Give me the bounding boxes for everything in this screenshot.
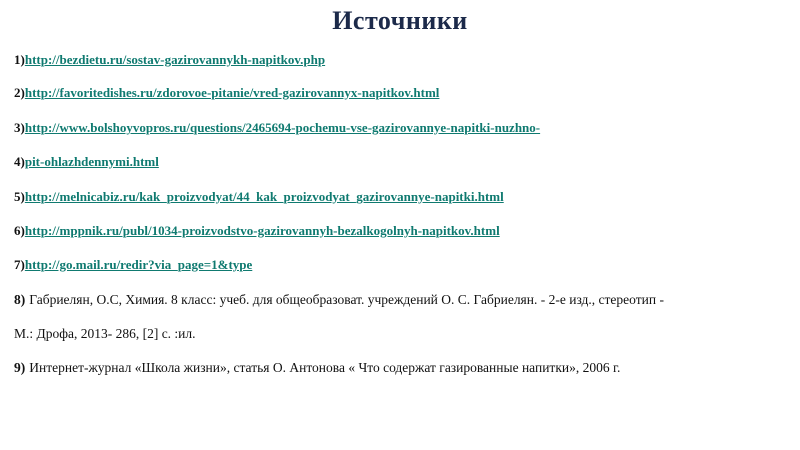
- list-item: [14, 154, 159, 170]
- item-number: 5): [14, 189, 25, 204]
- item-number: 8): [14, 292, 26, 307]
- list-item: [14, 223, 500, 239]
- source-link[interactable]: http://favoritedishes.ru/zdorovoe-pitanie/vred-gazirovannyx-napitkov.html: [24, 85, 440, 100]
- reference-item: [14, 360, 620, 376]
- reference-text: Интернет-журнал «Школа жизни», статья О. Антонова « Что содержат газированные напитки», 2006 г.: [29, 360, 621, 375]
- list-item: [14, 257, 252, 273]
- item-number: 3): [14, 120, 25, 135]
- list-item: [14, 85, 439, 101]
- source-link[interactable]: http://go.mail.ru/redir?via_page=1&type: [24, 257, 253, 272]
- source-link[interactable]: http://www.bolshoyvopros.ru/questions/2465694-pochemu-vse-gazirovannye-napitki-nuzhno-: [24, 120, 541, 135]
- source-link[interactable]: http://mppnik.ru/publ/1034-proizvodstvo-gazirovannyh-bezalkogolnyh-napitkov.html: [24, 223, 500, 238]
- reference-text: М.: Дрофа, 2013- 286, [2] с. :ил.: [14, 326, 196, 341]
- item-number: 1): [14, 52, 25, 67]
- list-item: [14, 189, 504, 205]
- reference-item: [14, 292, 664, 308]
- list-item: [14, 52, 325, 68]
- list-item: [14, 120, 540, 136]
- item-number: 6): [14, 223, 25, 238]
- page-title: Источники: [332, 6, 468, 35]
- item-number: 4): [14, 154, 25, 169]
- reference-text: Габриелян, О.С, Химия. 8 класс: учеб. для общеобразоват. учреждений О. С. Габриелян. - 2-е изд., стереотип -: [29, 292, 664, 307]
- item-number: 9): [14, 360, 26, 375]
- item-number: 2): [14, 85, 25, 100]
- source-link[interactable]: http://melnicabiz.ru/kak_proizvodyat/44_kak_proizvodyat_gazirovannye-napitki.html: [24, 189, 504, 204]
- source-link[interactable]: http://bezdietu.ru/sostav-gazirovannykh-napitkov.php: [24, 52, 326, 67]
- source-link[interactable]: pit-ohlazhdennymi.html: [24, 154, 159, 169]
- item-number: 7): [14, 257, 25, 272]
- reference-item-continuation: [14, 326, 196, 342]
